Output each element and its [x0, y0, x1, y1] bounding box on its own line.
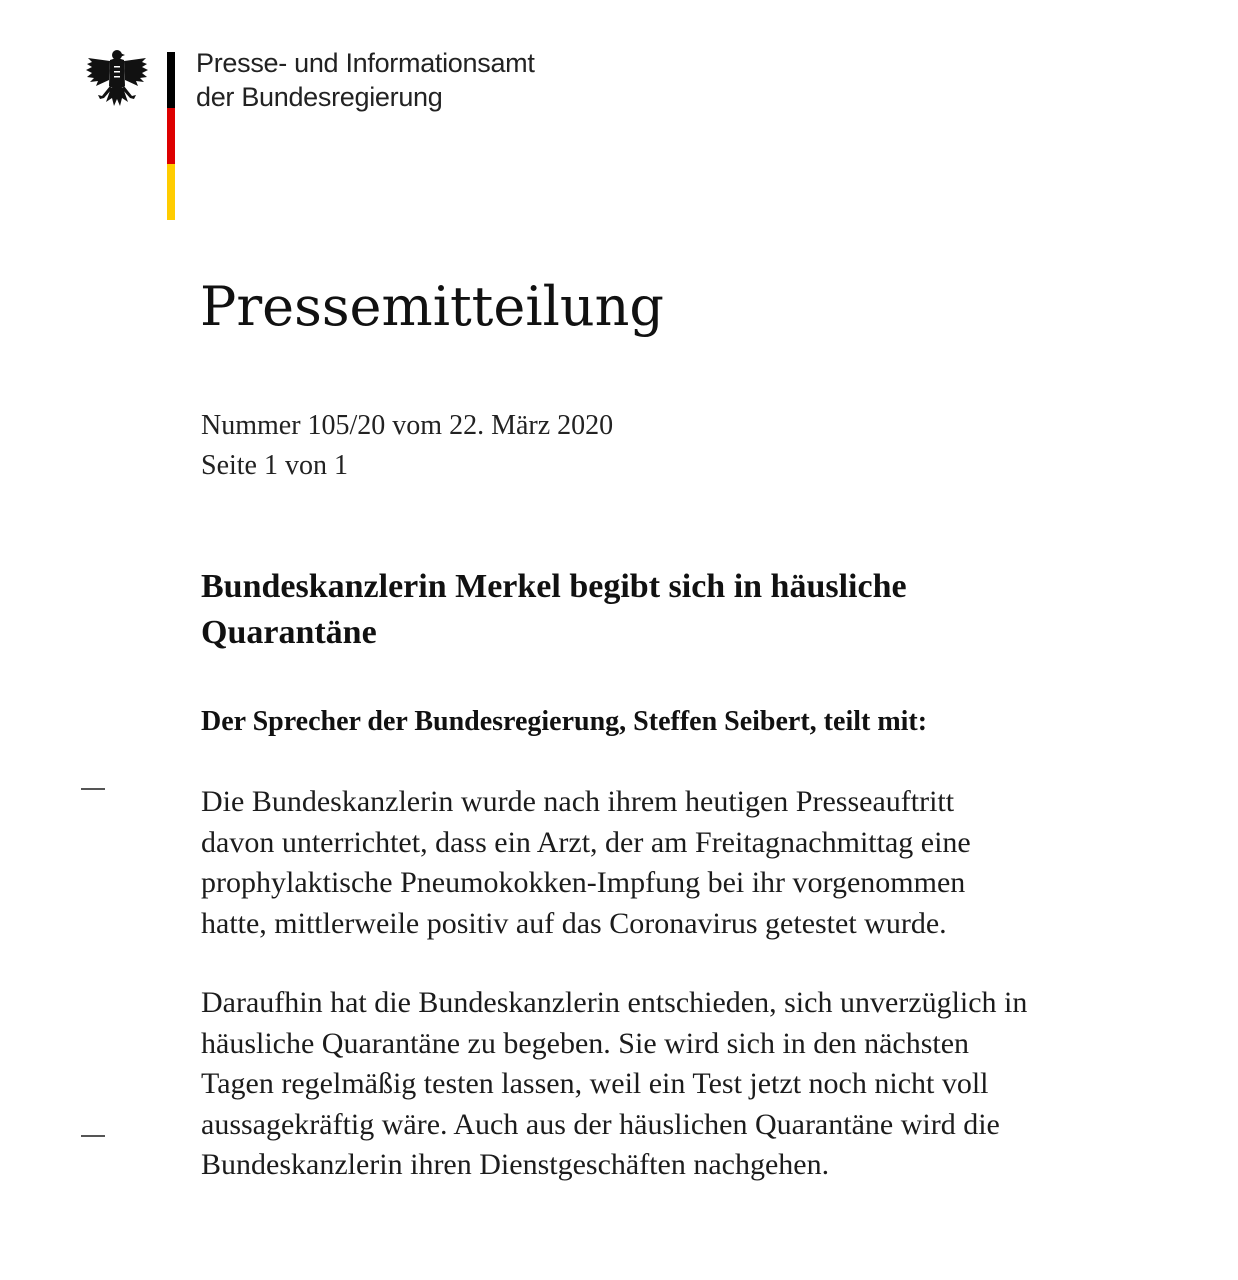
federal-eagle-icon [84, 46, 150, 114]
paragraph-line: davon unterrichtet, dass ein Arzt, der am Freitagnachmittag eine [201, 825, 971, 859]
headline [201, 564, 1141, 656]
flag-black-stripe [167, 52, 175, 108]
paragraph-line: prophylaktische Pneumokokken-Impfung bei ihr vorgenommen [201, 866, 966, 899]
german-flag-bar [167, 52, 175, 220]
speaker-statement: Der Sprecher der Bundesregierung, Steffen Seibert, teilt mit: [201, 706, 928, 737]
document-title: Pressemitteilung [200, 275, 664, 338]
paragraph-line: Die Bundeskanzlerin wurde nach ihrem heutigen Presseauftritt [201, 785, 955, 818]
body-paragraph-2 [201, 983, 1027, 1186]
flag-gold-stripe [167, 164, 175, 220]
paragraph-line: hatte, mittlerweile positiv auf das Coronavirus getestet wurde. [201, 906, 947, 940]
headline-line1: Bundeskanzlerin Merkel begibt sich in häusliche [201, 568, 907, 605]
fold-mark-bottom [81, 1135, 105, 1137]
paragraph-line: Daraufhin hat die Bundeskanzlerin entschieden, sich unverzüglich in [201, 986, 1028, 1019]
body-paragraph-1 [201, 782, 971, 944]
paragraph-line: Bundeskanzlerin ihren Dienstgeschäften nachgehen. [201, 1148, 830, 1181]
document-meta [201, 406, 613, 486]
paragraph-line: aussagekräftig wäre. Auch aus der häuslichen Quarantäne wird die [201, 1107, 1000, 1141]
agency-name-line1: Presse- und Informationsamt [196, 48, 535, 78]
paragraph-line: Tagen regelmäßig testen lassen, weil ein Test jetzt noch nicht voll [201, 1067, 989, 1100]
release-number: Nummer 105/20 vom 22. März 2020 [201, 410, 614, 441]
flag-red-stripe [167, 108, 175, 164]
headline-line2: Quarantäne [201, 614, 377, 651]
fold-mark-top [81, 788, 105, 790]
agency-name [196, 46, 535, 114]
paragraph-line: häusliche Quarantäne zu begeben. Sie wird sich in den nächsten [201, 1026, 970, 1060]
page-indicator: Seite 1 von 1 [201, 450, 348, 481]
agency-name-line2: der Bundesregierung [196, 82, 443, 112]
